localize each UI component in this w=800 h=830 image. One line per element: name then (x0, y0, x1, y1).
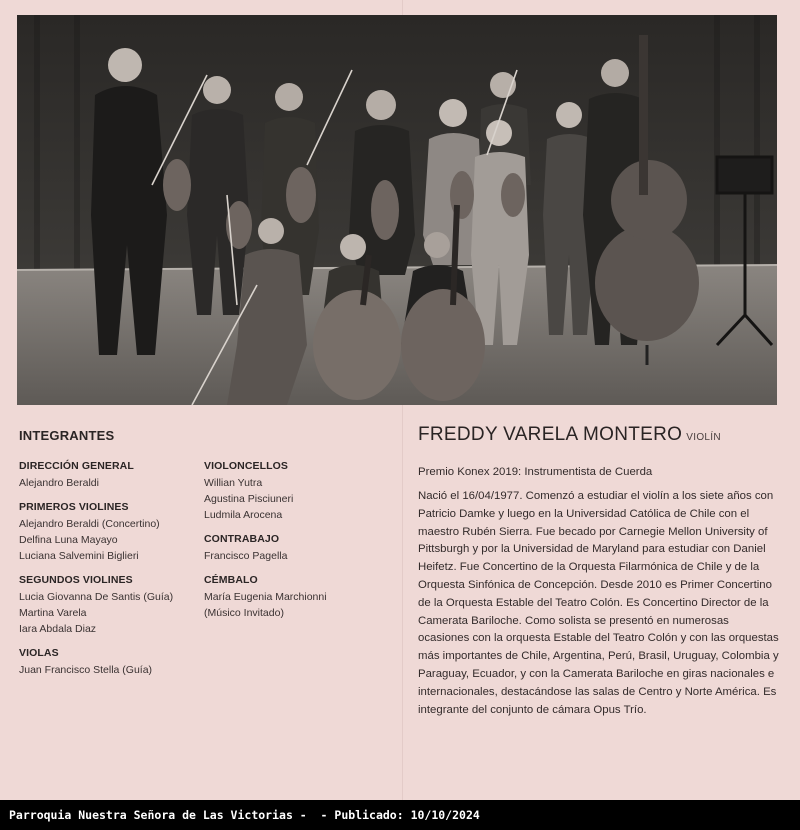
section-title: VIOLONCELLOS (204, 460, 289, 472)
footer-bar: Parroquia Nuestra Señora de Las Victorias - - Publicado: 10/10/2024 (0, 800, 800, 830)
section-title: PRIMEROS VIOLINES (19, 501, 129, 513)
integrantes-column-1 (19, 460, 199, 688)
member-name: Martina Varela (19, 607, 87, 619)
soloist-heading (418, 424, 780, 446)
group-photo (17, 15, 777, 405)
section-violas (19, 647, 199, 678)
section-primeros-violines (19, 501, 199, 564)
member-name: Ludmila Arocena (204, 509, 283, 521)
member-name: Agustina Pisciuneri (204, 493, 294, 505)
section-segundos-violines (19, 574, 199, 637)
section-direccion-general (19, 460, 199, 491)
section-title: CÉMBALO (204, 574, 258, 586)
member-note: (Músico Invitado) (204, 607, 284, 619)
section-cembalo (204, 574, 384, 621)
soloist-section (418, 424, 780, 719)
member-name: Alejandro Beraldi (19, 477, 99, 489)
soloist-name: FREDDY VARELA MONTERO (418, 424, 683, 445)
member-name: María Eugenia Marchionni (204, 591, 327, 603)
member-name: Willian Yutra (204, 477, 263, 489)
integrantes-section (19, 428, 399, 676)
member-name: Alejandro Beraldi (Concertino) (19, 518, 160, 530)
member-name: Francisco Pagella (204, 550, 288, 562)
soloist-award: Premio Konex 2019: Instrumentista de Cuerda (418, 466, 653, 478)
integrantes-column-2 (204, 460, 384, 631)
orchestra-photo-illustration (17, 15, 777, 405)
section-title: DIRECCIÓN GENERAL (19, 460, 134, 472)
soloist-bio: Nació el 16/04/1977. Comenzó a estudiar el violín a los siete años con Patricio Damke y luego en la Universidad Católica de Chile con el maestro Rubén Sierra. Fue becado por Carnegie Mellon University of Pittsburgh y por la Universidad de Maryland para estudiar con Daniel Heifetz. Fue Concertino de la Orquesta Filarmónica de Chile y de la Orquesta Sinfónica de Concepción. Desde 2010 es Primer Concertino de la Orquesta Estable del Teatro Colón. Es Concertino Director de la Camerata Bariloche. Como solista se presentó en numerosas ocasiones con la orquesta Estable del Teatro Colón y con las orquestas más importantes de Chile, Argentina, Perú, Brasil, Uruguay, Colombia y Paraguay, Ecuador, y con la Camerata Bariloche en giras nacionales e internacionales, destacándose las salas de Centro y Norte América. Es integrante del conjunto de cámara Opus Trío. (418, 490, 779, 716)
soloist-role: VIOLÍN (686, 432, 721, 443)
section-title: SEGUNDOS VIOLINES (19, 574, 133, 586)
section-violoncellos (204, 460, 384, 523)
member-name: Lucia Giovanna De Santis (Guía) (19, 591, 174, 603)
section-contrabajo (204, 533, 384, 564)
member-name: Iara Abdala Diaz (19, 623, 97, 635)
member-name: Luciana Salvemini Biglieri (19, 550, 139, 562)
section-title: CONTRABAJO (204, 533, 280, 545)
integrantes-heading: INTEGRANTES (19, 428, 115, 443)
section-title: VIOLAS (19, 647, 59, 659)
member-name: Delfina Luna Mayayo (19, 534, 118, 546)
member-name: Juan Francisco Stella (Guía) (19, 664, 153, 676)
